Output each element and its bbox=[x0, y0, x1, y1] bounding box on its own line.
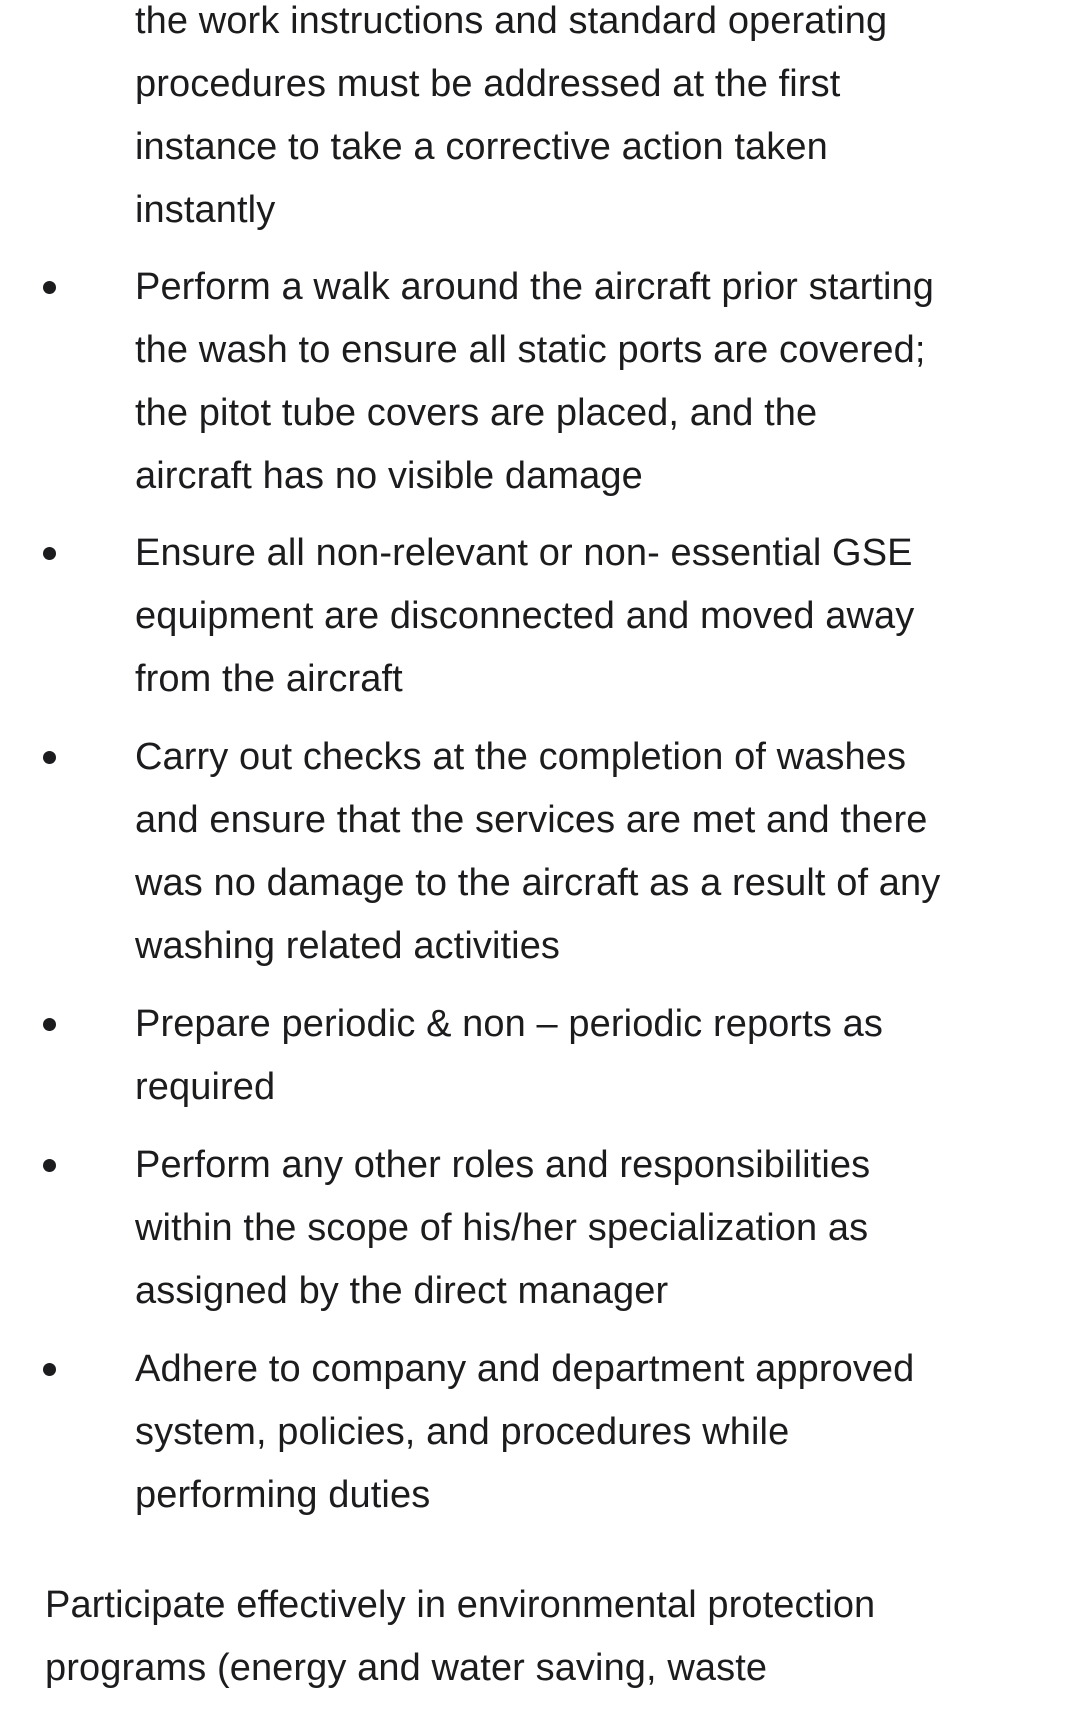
text-line: instance to take a corrective action taken bbox=[135, 126, 828, 168]
bullet-icon bbox=[43, 281, 56, 294]
bullet-icon bbox=[43, 1018, 56, 1031]
text-line: Prepare periodic & non – periodic reports as bbox=[135, 1003, 883, 1045]
bullet-icon bbox=[43, 751, 56, 764]
bullet-icon bbox=[43, 1363, 56, 1376]
text-line: Ensure all non-relevant or non- essential GSE bbox=[135, 532, 913, 574]
text-line: within the scope of his/her specialization as bbox=[135, 1207, 869, 1249]
text-line: was no damage to the aircraft as a result of any bbox=[135, 862, 941, 904]
text-line: Participate effectively in environmental protection bbox=[45, 1584, 876, 1626]
text-line: system, policies, and procedures while bbox=[135, 1411, 790, 1453]
text-line: and ensure that the services are met and there bbox=[135, 799, 928, 841]
text-line: the work instructions and standard operating bbox=[135, 0, 888, 42]
text-line: instantly bbox=[135, 189, 276, 231]
text-line: assigned by the direct manager bbox=[135, 1270, 669, 1312]
bullet-icon bbox=[43, 547, 56, 560]
text-line: programs (energy and water saving, waste bbox=[45, 1647, 768, 1689]
text-line: required bbox=[135, 1066, 276, 1108]
text-line: Perform a walk around the aircraft prior starting bbox=[135, 266, 935, 308]
text-line: the wash to ensure all static ports are covered; bbox=[135, 329, 926, 371]
text-line: the pitot tube covers are placed, and the bbox=[135, 392, 818, 434]
text-line: Adhere to company and department approved bbox=[135, 1348, 915, 1390]
text-line: performing duties bbox=[135, 1474, 431, 1516]
text-line: aircraft has no visible damage bbox=[135, 455, 643, 497]
text-line: Carry out checks at the completion of washes bbox=[135, 736, 907, 778]
bullet-icon bbox=[43, 1159, 56, 1172]
text-line: from the aircraft bbox=[135, 658, 403, 700]
text-line: Perform any other roles and responsibilities bbox=[135, 1144, 871, 1186]
text-line: equipment are disconnected and moved away bbox=[135, 595, 915, 637]
text-line: procedures must be addressed at the first bbox=[135, 63, 841, 105]
text-line: washing related activities bbox=[135, 925, 561, 967]
